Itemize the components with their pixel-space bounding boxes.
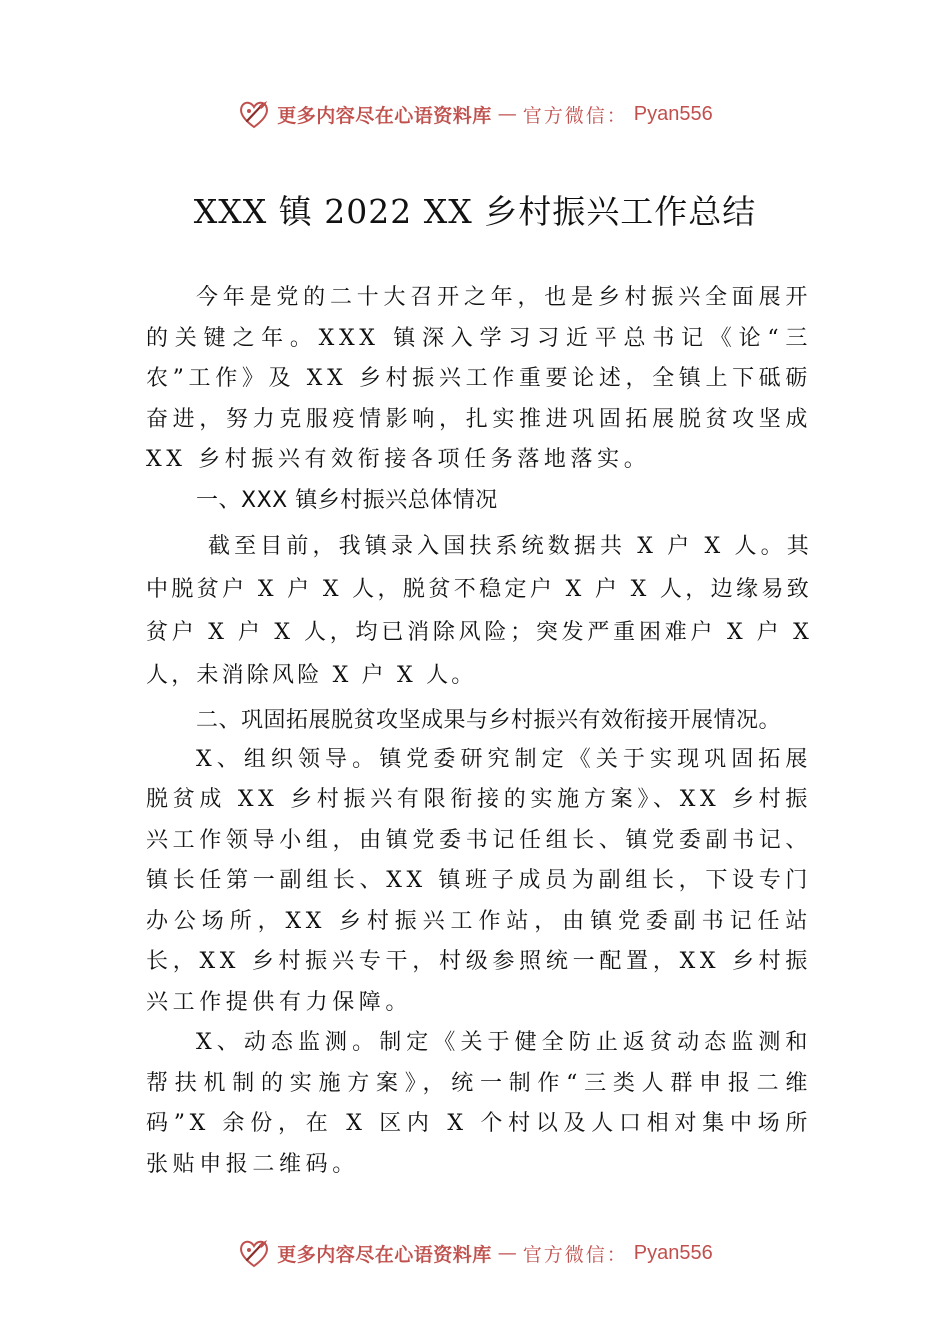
section1-paragraph: 截至目前，我镇录入国扶系统数据共 X 户 X 人。其中脱贫户 X 户 X 人，脱贫不稳定户 X 户 X 人，边缘易致贫户 X 户 X 人，均已消除风险；突发严重困难户 X 户 X 人，未消除风险 X 户 X 人。 bbox=[146, 533, 812, 688]
watermark-wechat-id: Pyan556 bbox=[633, 1241, 713, 1264]
document-body bbox=[146, 278, 812, 1185]
watermark-footer bbox=[0, 1233, 950, 1273]
section2-heading: 二、巩固拓展脱贫攻坚成果与乡村振兴有效衔接开展情况。 bbox=[196, 707, 782, 733]
heart-quill-logo-icon bbox=[237, 1236, 271, 1270]
section2-paragraph-organization: X、组织领导。镇党委研究制定《关于实现巩固拓展脱贫成 XX 乡村振兴有限衔接的实施方案》、XX 乡村振兴工作领导小组，由镇党委书记任组长、镇党委副书记、镇长任第一副组长、XX 镇班子成员为副组长，下设专门办公场所，XX 乡村振兴工作站，由镇党委副书记任站长，XX 乡村振兴专干，村级参照统一配置，XX 乡村振兴工作提供有力保障。 bbox=[146, 746, 812, 1015]
document-title: XXX 镇 2022 XX 乡村振兴工作总结 bbox=[193, 192, 757, 231]
watermark-wechat-id: Pyan556 bbox=[633, 102, 713, 125]
watermark-header bbox=[0, 94, 950, 134]
watermark-main-text: 更多内容尽在心语资料库 bbox=[277, 104, 492, 127]
intro-paragraph: 今年是党的二十大召开之年，也是乡村振兴全面展开的关键之年。XXX 镇深入学习习近平总书记《论“三农”工作》及 XX 乡村振兴工作重要论述，全镇上下砥砺奋进，努力克服疫情影响，扎实推进巩固拓展脱贫攻坚成 XX 乡村振兴有效衔接各项任务落地落实。 bbox=[146, 285, 812, 472]
section2-paragraph-monitoring: X、动态监测。制定《关于健全防止返贫动态监测和帮扶机制的实施方案》，统一制作“三类人群申报二维码”X 余份，在 X 区内 X 个村以及人口相对集中场所张贴申报二维码。 bbox=[146, 1030, 812, 1177]
watermark-main-text: 更多内容尽在心语资料库 bbox=[277, 1243, 492, 1266]
heart-quill-logo-icon bbox=[237, 97, 271, 131]
watermark-dash: — bbox=[497, 103, 517, 125]
watermark-dash: — bbox=[497, 1242, 517, 1264]
watermark-wechat-label: 官方微信： bbox=[522, 1243, 628, 1266]
section1-heading: 一、XXX 镇乡村振兴总体情况 bbox=[196, 487, 498, 513]
watermark-wechat-label: 官方微信： bbox=[522, 104, 628, 127]
